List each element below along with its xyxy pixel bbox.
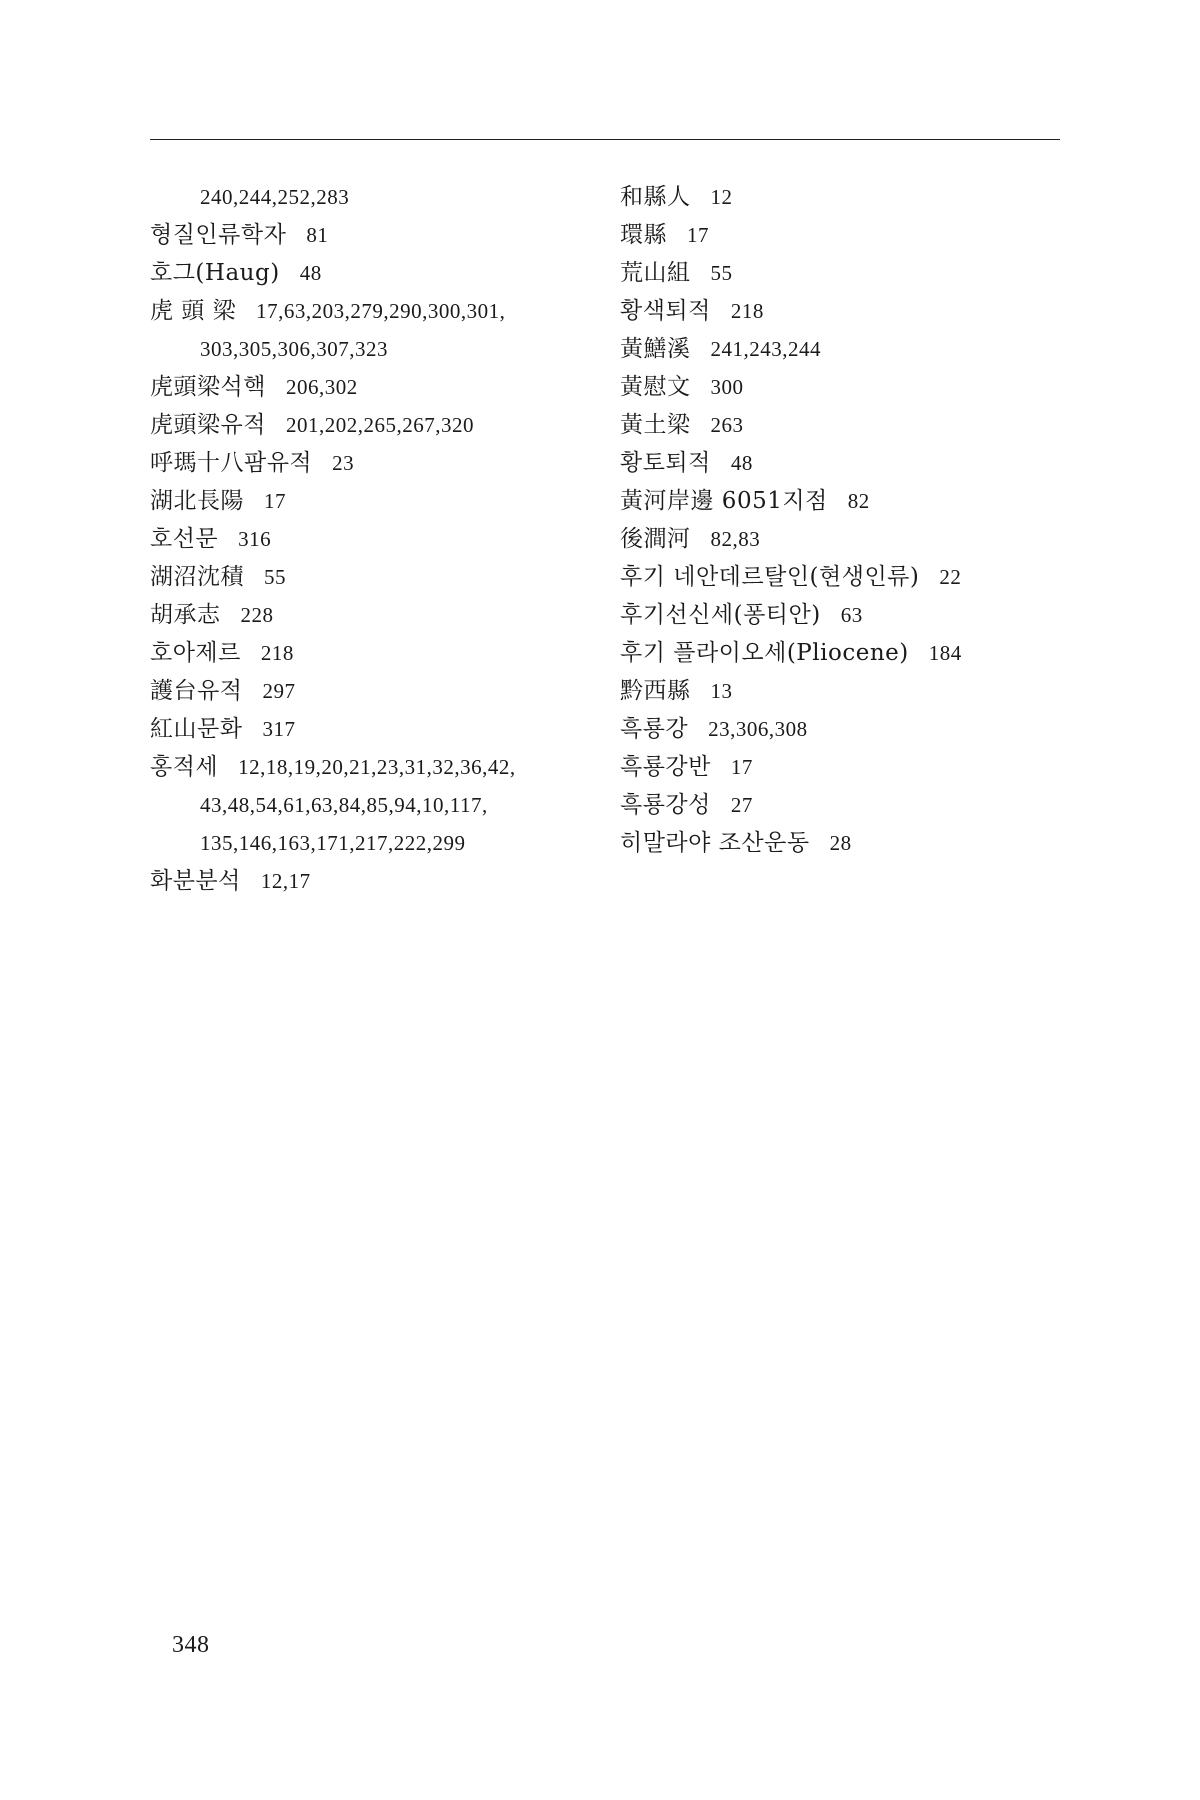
page-refs: 27	[730, 793, 753, 817]
index-entry	[620, 634, 1070, 672]
page-refs: 82,83	[710, 527, 761, 551]
index-entry	[150, 520, 620, 558]
index-term: 후기 플라이오세(Pliocene)	[620, 640, 909, 666]
index-entry	[620, 482, 1070, 520]
page-refs: 218	[260, 641, 294, 665]
page-refs: 240,244,252,283	[200, 185, 350, 209]
index-entry	[150, 596, 620, 634]
page-refs: 48	[730, 451, 753, 475]
index-entry	[150, 216, 620, 254]
page-number: 348	[172, 1632, 210, 1658]
page-refs: 218	[730, 299, 764, 323]
index-term: 虎 頭 梁	[150, 298, 237, 324]
index-entry	[150, 862, 620, 900]
index-term: 荒山組	[620, 260, 691, 286]
index-entry	[150, 178, 620, 216]
index-entry	[620, 520, 1070, 558]
page-refs: 300	[710, 375, 744, 399]
page-refs: 184	[928, 641, 962, 665]
page-refs: 12,17	[260, 869, 311, 893]
page-refs: 13	[710, 679, 733, 703]
page-refs: 317	[262, 717, 296, 741]
index-term: 虎頭梁유적	[150, 412, 266, 438]
index-term: 호그(Haug)	[150, 260, 280, 286]
index-entry	[620, 178, 1070, 216]
page-refs: 241,243,244	[710, 337, 821, 361]
index-column-right	[620, 178, 1070, 862]
index-term: 황토퇴적	[620, 450, 711, 476]
header-rule	[150, 139, 1060, 140]
index-entry	[150, 824, 620, 862]
index-entry	[620, 710, 1070, 748]
index-term: 흑룡강반	[620, 754, 711, 780]
page-refs: 55	[264, 565, 286, 589]
page-refs: 206,302	[285, 375, 358, 399]
index-entry	[150, 710, 620, 748]
index-term: 황색퇴적	[620, 298, 711, 324]
index-term: 黃鱔溪	[620, 336, 691, 362]
index-entry	[150, 444, 620, 482]
page-refs: 17	[264, 489, 286, 513]
index-entry	[150, 406, 620, 444]
index-entry	[150, 482, 620, 520]
page-refs: 135,146,163,171,217,222,299	[200, 831, 466, 855]
page-refs: 22	[939, 565, 962, 589]
page-refs: 55	[710, 261, 733, 285]
index-column-left	[150, 178, 620, 900]
index-term: 黃河岸邊 6051지점	[620, 488, 828, 514]
index-term: 護台유적	[150, 678, 243, 704]
index-entry	[150, 368, 620, 406]
index-term: 湖北長陽	[150, 488, 244, 514]
index-term: 호아제르	[150, 640, 241, 666]
page-refs: 23	[332, 451, 355, 475]
page-refs: 303,305,306,307,323	[200, 337, 388, 361]
index-term: 히말라야 조산운동	[620, 830, 810, 856]
page-refs: 43,48,54,61,63,84,85,94,10,117,	[200, 793, 488, 817]
index-entry	[150, 634, 620, 672]
index-term: 後澗河	[620, 526, 691, 552]
page-refs: 17	[687, 223, 709, 247]
page-refs: 17	[730, 755, 753, 779]
index-term: 湖沼沈積	[150, 564, 244, 590]
page-refs: 23,306,308	[708, 717, 808, 741]
index-term: 環縣	[620, 222, 667, 248]
page-refs: 316	[238, 527, 272, 551]
page-refs: 81	[306, 223, 329, 247]
index-entry	[150, 292, 620, 330]
index-entry	[620, 558, 1070, 596]
index-entry	[150, 254, 620, 292]
index-term: 黃慰文	[620, 374, 691, 400]
page-refs: 82	[847, 489, 870, 513]
index-term: 흑룡강	[620, 716, 689, 742]
index-term: 黔西縣	[620, 678, 691, 704]
index-entry	[620, 824, 1070, 862]
index-term: 胡承志	[150, 602, 221, 628]
index-term: 형질인류학자	[150, 222, 287, 248]
page-refs: 63	[840, 603, 863, 627]
index-term: 흑룡강성	[620, 792, 711, 818]
index-entry	[150, 672, 620, 710]
page-refs: 297	[262, 679, 296, 703]
index-entry	[150, 786, 620, 824]
index-term: 和縣人	[620, 184, 691, 210]
index-entry	[150, 748, 620, 786]
index-entry	[620, 330, 1070, 368]
index-entry	[620, 444, 1070, 482]
page-refs: 201,202,265,267,320	[285, 413, 474, 437]
index-entry	[620, 748, 1070, 786]
page-refs: 17,63,203,279,290,300,301,	[256, 299, 506, 323]
page-refs: 228	[240, 603, 274, 627]
index-entry	[620, 406, 1070, 444]
index-term: 黃土梁	[620, 412, 691, 438]
index-entry	[620, 216, 1070, 254]
page-refs: 263	[710, 413, 744, 437]
page-refs: 48	[299, 261, 322, 285]
index-term: 화분분석	[150, 868, 241, 894]
index-entry	[620, 368, 1070, 406]
index-entry	[620, 254, 1070, 292]
index-entry	[620, 672, 1070, 710]
page-refs: 28	[829, 831, 852, 855]
page-refs: 12,18,19,20,21,23,31,32,36,42,	[238, 755, 516, 779]
index-entry	[620, 596, 1070, 634]
index-entry	[150, 558, 620, 596]
index-term: 후기 네안데르탈인(현생인류)	[620, 564, 920, 590]
index-term: 홍적세	[150, 754, 219, 780]
index-term: 虎頭梁석핵	[150, 374, 266, 400]
index-entry	[150, 330, 620, 368]
index-term: 呼瑪十八팜유적	[150, 450, 313, 476]
index-entry	[620, 292, 1070, 330]
index-term: 후기선신세(퐁티안)	[620, 602, 821, 628]
page-refs: 12	[710, 185, 733, 209]
index-term: 紅山문화	[150, 716, 243, 742]
index-term: 호선문	[150, 526, 219, 552]
index-entry	[620, 786, 1070, 824]
